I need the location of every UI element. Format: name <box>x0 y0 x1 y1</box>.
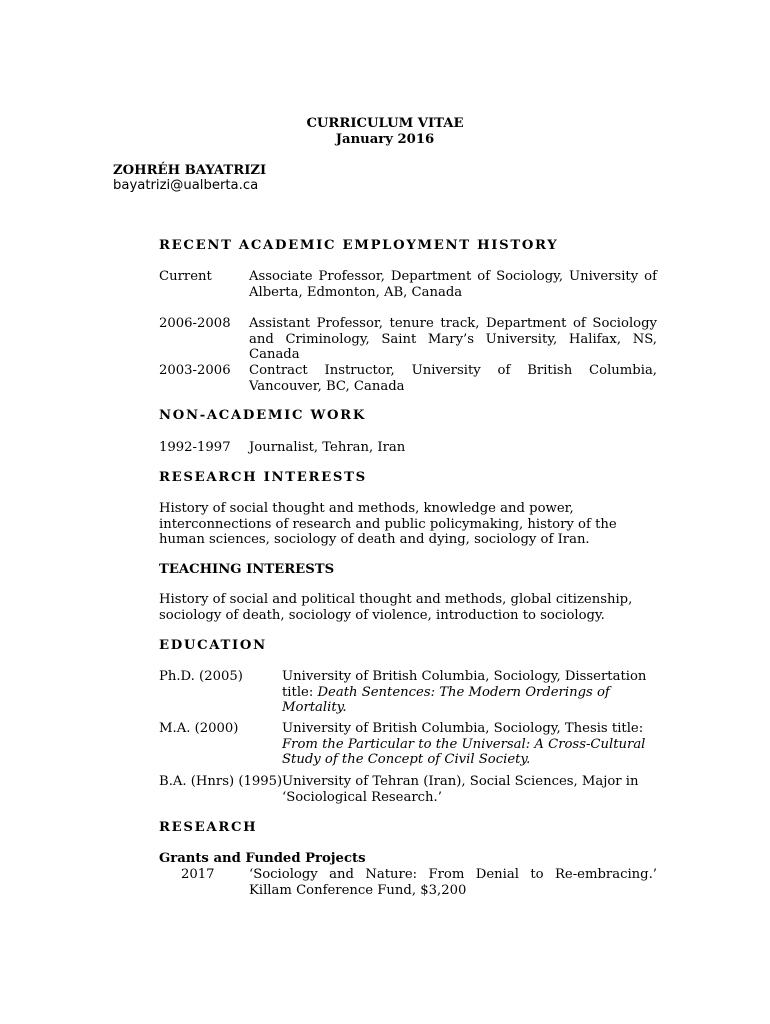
employment-item <box>159 316 657 363</box>
non-academic-heading: NON-ACADEMIC WORK <box>159 408 366 423</box>
cv-title: CURRICULUM VITAE <box>306 116 464 131</box>
teaching-interests-text: History of social and political thought and methods, global citizenship, sociology of death, sociology of violence, introduction to sociology. <box>159 592 633 623</box>
education-description <box>282 669 657 716</box>
employment-description: Assistant Professor, tenure track, Department of Sociology and Criminology, Saint Mary’s University, Halifax, NS, Canada <box>249 316 657 362</box>
author-name: ZOHRÉH BAYATRIZI <box>113 163 267 178</box>
dissertation-title: Death Sentences: The Modern Orderings of Mortality. <box>282 684 610 715</box>
thesis-title: From the Particular to the Universal: A Cross-Cultural Study of the Concept of Civil Society. <box>282 736 646 767</box>
employment-period: 2003-2006 <box>159 363 231 378</box>
employment-description: Contract Instructor, University of British Columbia, Vancouver, BC, Canada <box>249 363 657 394</box>
grant-year: 2017 <box>181 867 215 882</box>
grant-item <box>159 867 657 898</box>
employment-description: Associate Professor, Department of Sociology, University of Alberta, Edmonton, AB, Canada <box>249 269 657 300</box>
non-academic-description: Journalist, Tehran, Iran <box>249 440 406 455</box>
research-heading: RESEARCH <box>159 820 258 835</box>
employment-period: Current <box>159 269 212 284</box>
teaching-interests-heading: TEACHING INTERESTS <box>159 562 335 577</box>
education-item <box>159 721 657 768</box>
employment-heading: RECENT ACADEMIC EMPLOYMENT HISTORY <box>159 238 559 253</box>
education-description <box>282 721 657 768</box>
education-degree: M.A. (2000) <box>159 721 239 736</box>
author-email: bayatrizi@ualberta.ca <box>113 178 259 193</box>
employment-item <box>159 269 657 300</box>
cv-date: January 2016 <box>335 132 435 147</box>
education-degree: Ph.D. (2005) <box>159 669 243 684</box>
grant-description: ‘Sociology and Nature: From Denial to Re-embracing.’ Killam Conference Fund, $3,200 <box>249 867 657 898</box>
education-heading: EDUCATION <box>159 638 267 653</box>
research-interests-text: History of social thought and methods, knowledge and power, interconnections of research and public policymaking, history of the human sciences, sociology of death and dying, sociology of Iran. <box>159 501 617 547</box>
non-academic-period: 1992-1997 <box>159 440 231 455</box>
education-institution: University of British Columbia, Sociology, Dissertation title: <box>282 669 647 700</box>
education-institution: University of Tehran (Iran), Social Sciences, Major in ‘Sociological Research.’ <box>282 774 639 805</box>
education-item <box>159 669 657 716</box>
employment-item <box>159 363 657 394</box>
research-interests-heading: RESEARCH INTERESTS <box>159 470 367 485</box>
education-item <box>159 774 657 805</box>
education-degree: B.A. (Hnrs) (1995) <box>159 774 283 789</box>
employment-period: 2006-2008 <box>159 316 231 331</box>
non-academic-item <box>159 440 657 456</box>
education-institution: University of British Columbia, Sociology, Thesis title: <box>282 721 644 736</box>
education-description <box>282 774 657 805</box>
grants-subheading: Grants and Funded Projects <box>159 851 366 866</box>
